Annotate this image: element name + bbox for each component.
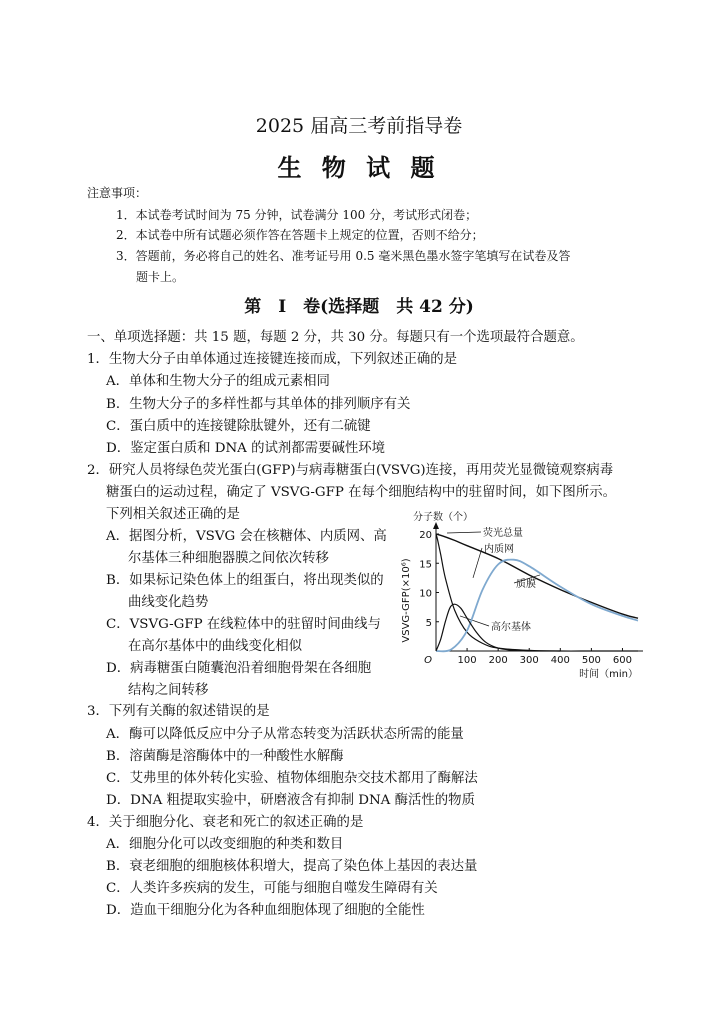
question-2-option-d-cont: 结构之间转移 [128, 683, 209, 698]
notice-item: 2．本试卷中所有试题必须作答在答题卡上规定的位置，否则不给分； [116, 228, 484, 242]
y-tick-label: 15 [419, 559, 432, 571]
question-2-stem: 2．研究人员将绿色荧光蛋白(GFP)与病毒糖蛋白(VSVG)连接，再用荧光显微镜观察病毒 [87, 463, 614, 478]
question-2-option-d: D．病毒糖蛋白随囊泡沿着细胞骨架在各细胞 [106, 661, 372, 676]
series-label: 荧光总量 [483, 528, 523, 539]
notice-heading: 注意事项： [87, 186, 148, 200]
series-label: 内质网 [484, 544, 514, 555]
leader-line [473, 548, 482, 578]
notice-item: 3．答题前，务必将自己的姓名、准考证号用 0.5 毫米黑色墨水签字笔填写在试卷及答 [116, 249, 571, 263]
question-2-option-b: B．如果标记染色体上的组蛋白，将出现类似的 [106, 573, 384, 588]
section-instruction: 一、单项选择题：共 15 题，每题 2 分，共 30 分。每题只有一个选项最符合题意。 [87, 330, 584, 345]
leader-line [460, 616, 489, 626]
question-4-option-d: D．造血干细胞分化为各种血细胞体现了细胞的全能性 [106, 903, 425, 918]
series-label: 高尔基体 [491, 622, 531, 633]
section-title: 第 I 卷(选择题 共 42 分) [244, 297, 474, 317]
question-4-option-b: B．衰老细胞的细胞核体积增大，提高了染色体上基因的表达量 [106, 859, 478, 874]
y-axis-arrow [433, 522, 439, 529]
question-2-option-a: A．据图分析，VSVG 会在核糖体、内质网、高 [106, 529, 387, 544]
origin-label: O [424, 655, 432, 666]
question-1-option-a: A．单体和生物大分子的组成元素相同 [106, 374, 330, 389]
question-2-option-c-cont: 在高尔基体中的曲线变化相似 [128, 639, 303, 654]
x-axis-label: 时间（min） [579, 669, 638, 680]
question-3-option-c: C．艾弗里的体外转化实验、植物体细胞杂交技术都用了酶解法 [106, 771, 478, 786]
x-tick-label: 300 [519, 655, 539, 666]
question-4-stem: 4．关于细胞分化、衰老和死亡的叙述正确的是 [87, 815, 364, 830]
question-2-option-b-cont: 曲线变化趋势 [128, 595, 209, 610]
question-3-option-d: D．DNA 粗提取实验中，研磨液含有抑制 DNA 酶活性的物质 [106, 793, 475, 808]
y-axis-label: VSVG-GFP(×10⁶) [401, 558, 412, 643]
question-3-option-b: B．溶菌酶是溶酶体中的一种酸性水解酶 [106, 749, 344, 764]
x-tick-label: 500 [581, 655, 601, 666]
series-label: 质膜 [516, 579, 536, 590]
question-4-option-c: C．人类许多疾病的发生，可能与细胞自噬发生障碍有关 [106, 881, 438, 896]
question-2-stem: 下列相关叙述正确的是 [106, 507, 240, 522]
question-1-option-b: B．生物大分子的多样性都与其单体的排列顺序有关 [106, 397, 411, 412]
x-tick-label: 100 [457, 655, 477, 666]
fluorescence-chart [395, 508, 665, 688]
question-4-option-a: A．细胞分化可以改变细胞的种类和数目 [106, 837, 344, 852]
y-unit-label: 分子数（个） [413, 512, 473, 523]
question-1-option-c: C．蛋白质中的连接键除肽键外，还有二硫键 [106, 419, 371, 434]
leader-line [447, 532, 481, 533]
question-3-stem: 3．下列有关酶的叙述错误的是 [87, 704, 270, 719]
question-1-stem: 1．生物大分子由单体通过连接键连接而成，下列叙述正确的是 [87, 352, 458, 367]
notice-item: 1．本试卷考试时间为 75 分钟，试卷满分 100 分，考试形式闭卷； [116, 208, 478, 222]
question-1-option-d: D．鉴定蛋白质和 DNA 的试剂都需要碱性环境 [106, 441, 386, 456]
x-tick-label: 200 [488, 655, 508, 666]
question-3-option-a: A．酶可以降低反应中分子从常态转变为活跃状态所需的能量 [106, 727, 464, 742]
x-tick-label: 400 [550, 655, 570, 666]
notice-item: 题卡上。 [136, 270, 185, 284]
y-tick-label: 5 [425, 617, 432, 629]
y-tick-label: 10 [419, 588, 432, 600]
subject-title: 生 物 试 题 [277, 153, 441, 182]
y-tick-label: 20 [419, 530, 432, 541]
question-2-option-a-cont: 尔基体三种细胞器膜之间依次转移 [128, 551, 329, 566]
question-2-stem: 糖蛋白的运动过程，确定了 VSVG-GFP 在每个细胞结构中的驻留时间，如下图所示。 [106, 485, 616, 500]
question-2-option-c: C．VSVG-GFP 在线粒体中的驻留时间曲线与 [106, 617, 381, 632]
x-tick-label: 600 [612, 655, 633, 666]
series-plasma-membrane [436, 560, 638, 652]
exam-title: 2025 届高三考前指导卷 [255, 115, 463, 137]
